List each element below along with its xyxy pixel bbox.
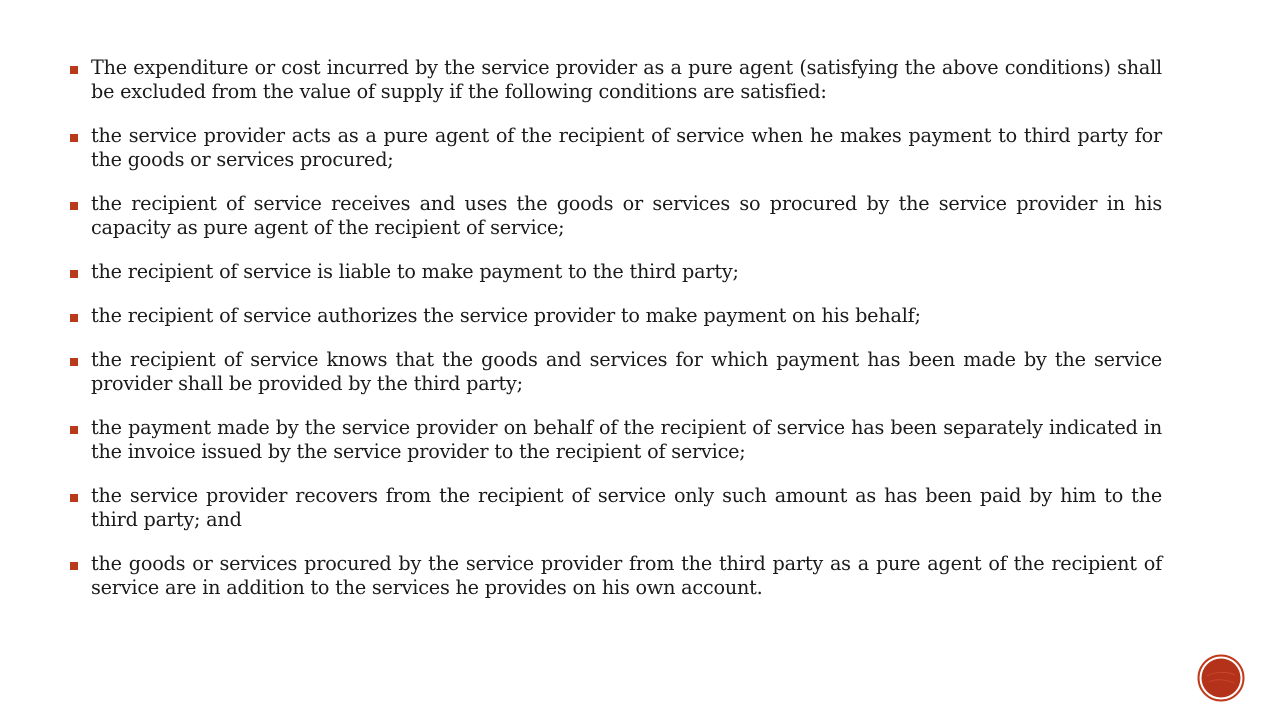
bullet-text: the recipient of service receives and uses the goods or services so procured by the service provider in his capacity as pure agent of the recipient of service; <box>91 192 1162 239</box>
square-bullet-icon <box>70 426 78 434</box>
square-bullet-icon <box>70 66 78 74</box>
list-item <box>70 416 1162 464</box>
bullet-text: the service provider acts as a pure agent of the recipient of service when he makes payment to third party for the goods or services procured; <box>91 124 1162 171</box>
square-bullet-icon <box>70 202 78 210</box>
square-bullet-icon <box>70 562 78 570</box>
square-bullet-icon <box>70 358 78 366</box>
bullet-text: the goods or services procured by the service provider from the third party as a pure agent of the recipient of service are in addition to the services he provides on his own account. <box>91 552 1162 599</box>
badge-inner-disc <box>1202 659 1241 698</box>
square-bullet-icon <box>70 270 78 278</box>
circle-badge-svg <box>1197 654 1245 702</box>
list-item <box>70 348 1162 396</box>
square-bullet-icon <box>70 134 78 142</box>
list-item <box>70 552 1162 600</box>
circle-badge-icon <box>1197 654 1245 702</box>
list-item <box>70 484 1162 532</box>
bullet-text: the recipient of service is liable to make payment to the third party; <box>91 260 739 283</box>
bullet-text: the service provider recovers from the recipient of service only such amount as has been paid by him to the third party; and <box>91 484 1162 531</box>
list-item <box>70 192 1162 240</box>
square-bullet-icon <box>70 494 78 502</box>
list-item <box>70 260 1162 284</box>
bullet-text: the recipient of service knows that the goods and services for which payment has been made by the service provider shall be provided by the third party; <box>91 348 1162 395</box>
list-item <box>70 56 1162 104</box>
bullet-text: the recipient of service authorizes the service provider to make payment on his behalf; <box>91 304 921 327</box>
bullet-list <box>70 56 1162 620</box>
bullet-text: the payment made by the service provider on behalf of the recipient of service has been separately indicated in the invoice issued by the service provider to the recipient of service; <box>91 416 1162 463</box>
bullet-text: The expenditure or cost incurred by the service provider as a pure agent (satisfying the above conditions) shall be excluded from the value of supply if the following conditions are satisfied: <box>91 56 1162 103</box>
square-bullet-icon <box>70 314 78 322</box>
list-item <box>70 304 1162 328</box>
list-item <box>70 124 1162 172</box>
